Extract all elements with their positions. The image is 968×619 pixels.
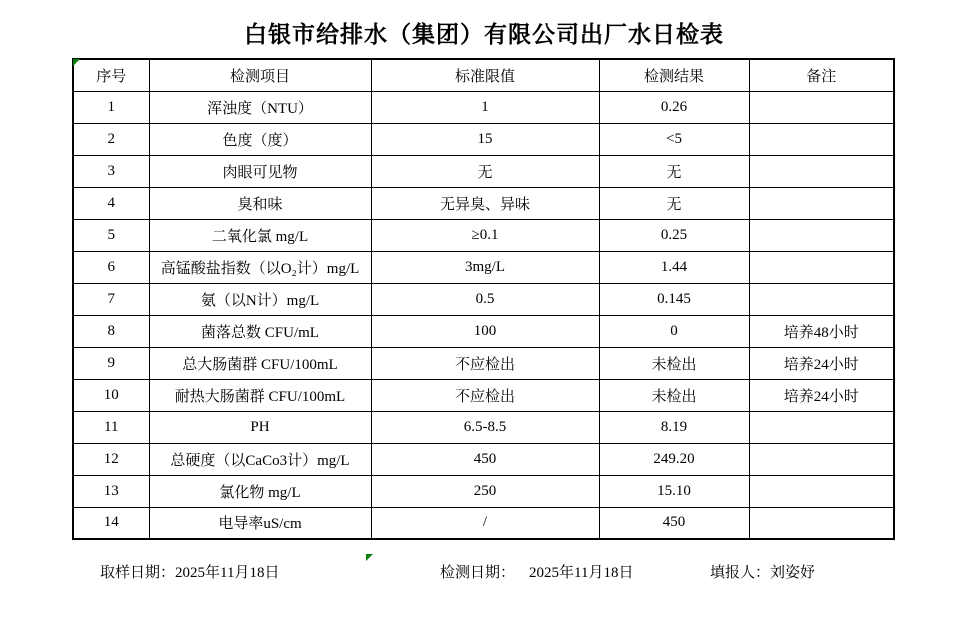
cell-limit: 无 bbox=[371, 155, 599, 187]
header-remark: 备注 bbox=[749, 59, 894, 91]
cell-item: 总大肠菌群 CFU/100mL bbox=[149, 347, 371, 379]
cell-limit: 6.5-8.5 bbox=[371, 411, 599, 443]
table-row bbox=[73, 411, 894, 443]
table-row bbox=[73, 251, 894, 283]
header-item: 检测项目 bbox=[149, 59, 371, 91]
cell-result: 450 bbox=[599, 507, 749, 539]
cell-no: 4 bbox=[73, 187, 149, 219]
cell-item: 总硬度（以CaCo3计）mg/L bbox=[149, 443, 371, 475]
cell-result: 0.145 bbox=[599, 283, 749, 315]
cell-no: 11 bbox=[73, 411, 149, 443]
cell-limit: 15 bbox=[371, 123, 599, 155]
cell-no: 12 bbox=[73, 443, 149, 475]
cell-remark bbox=[749, 155, 894, 187]
table-row bbox=[73, 315, 894, 347]
table-header-row bbox=[73, 59, 894, 91]
page-title: 白银市给排水（集团）有限公司出厂水日检表 bbox=[244, 22, 724, 47]
cell-remark bbox=[749, 411, 894, 443]
cell-result: 无 bbox=[599, 187, 749, 219]
cell-no: 14 bbox=[73, 507, 149, 539]
cell-result: 1.44 bbox=[599, 251, 749, 283]
cell-remark bbox=[749, 251, 894, 283]
cell-item: 氨（以N计）mg/L bbox=[149, 283, 371, 315]
cell-result: 8.19 bbox=[599, 411, 749, 443]
table-row bbox=[73, 187, 894, 219]
cell-item: PH bbox=[149, 411, 371, 443]
cell-limit: ≥0.1 bbox=[371, 219, 599, 251]
cell-result: <5 bbox=[599, 123, 749, 155]
cell-limit: 不应检出 bbox=[371, 347, 599, 379]
cell-limit: 450 bbox=[371, 443, 599, 475]
cell-remark bbox=[749, 187, 894, 219]
cell-remark bbox=[749, 475, 894, 507]
cell-no: 13 bbox=[73, 475, 149, 507]
cell-no: 1 bbox=[73, 91, 149, 123]
table-row bbox=[73, 379, 894, 411]
cell-limit: 无异臭、异味 bbox=[371, 187, 599, 219]
cell-remark: 培养48小时 bbox=[749, 315, 894, 347]
table-row bbox=[73, 283, 894, 315]
reporter-name: 刘姿妤 bbox=[770, 565, 816, 581]
testing-date-value: 2025年11月18日 bbox=[529, 565, 634, 581]
cell-remark bbox=[749, 219, 894, 251]
cell-limit: / bbox=[371, 507, 599, 539]
cell-remark bbox=[749, 443, 894, 475]
header-limit: 标准限值 bbox=[371, 59, 599, 91]
cell-no: 2 bbox=[73, 123, 149, 155]
cell-no: 3 bbox=[73, 155, 149, 187]
cell-result: 15.10 bbox=[599, 475, 749, 507]
cell-no: 8 bbox=[73, 315, 149, 347]
cell-result: 无 bbox=[599, 155, 749, 187]
cell-remark: 培养24小时 bbox=[749, 379, 894, 411]
table-row bbox=[73, 347, 894, 379]
cell-no: 6 bbox=[73, 251, 149, 283]
cell-remark bbox=[749, 123, 894, 155]
cell-item: 氯化物 mg/L bbox=[149, 475, 371, 507]
cell-item: 耐热大肠菌群 CFU/100mL bbox=[149, 379, 371, 411]
sampling-date-label: 取样日期： bbox=[100, 565, 176, 581]
header-result: 检测结果 bbox=[599, 59, 749, 91]
cell-no: 7 bbox=[73, 283, 149, 315]
sampling-date-value: 2025年11月18日 bbox=[175, 565, 280, 581]
cell-result: 249.20 bbox=[599, 443, 749, 475]
cell-no: 5 bbox=[73, 219, 149, 251]
table-row bbox=[73, 219, 894, 251]
cell-limit: 0.5 bbox=[371, 283, 599, 315]
cell-result: 0.25 bbox=[599, 219, 749, 251]
cell-limit: 3mg/L bbox=[371, 251, 599, 283]
inspection-table-body bbox=[73, 91, 894, 539]
cell-item: 二氧化氯 mg/L bbox=[149, 219, 371, 251]
cell-limit: 250 bbox=[371, 475, 599, 507]
testing-date-label: 检测日期： bbox=[440, 565, 516, 581]
cell-result: 未检出 bbox=[599, 347, 749, 379]
cell-item: 电导率uS/cm bbox=[149, 507, 371, 539]
cell-item: 浑浊度（NTU） bbox=[149, 91, 371, 123]
cell-remark: 培养24小时 bbox=[749, 347, 894, 379]
cell-remark bbox=[749, 91, 894, 123]
cell-remark bbox=[749, 507, 894, 539]
cell-no: 10 bbox=[73, 379, 149, 411]
table-row bbox=[73, 507, 894, 539]
cell-result: 未检出 bbox=[599, 379, 749, 411]
table-row bbox=[73, 155, 894, 187]
cell-item: 臭和味 bbox=[149, 187, 371, 219]
cell-item: 菌落总数 CFU/mL bbox=[149, 315, 371, 347]
excel-corner-marker-icon bbox=[366, 554, 373, 561]
header-no: 序号 bbox=[73, 59, 149, 91]
testing-date-line bbox=[440, 561, 633, 582]
cell-limit: 100 bbox=[371, 315, 599, 347]
cell-result: 0.26 bbox=[599, 91, 749, 123]
excel-corner-marker-icon bbox=[73, 59, 80, 66]
cell-result: 0 bbox=[599, 315, 749, 347]
cell-limit: 不应检出 bbox=[371, 379, 599, 411]
footer bbox=[0, 561, 968, 583]
table-row bbox=[73, 123, 894, 155]
cell-remark bbox=[749, 283, 894, 315]
table-row bbox=[73, 91, 894, 123]
inspection-table bbox=[72, 58, 895, 540]
cell-item: 肉眼可见物 bbox=[149, 155, 371, 187]
sampling-date-line bbox=[100, 561, 279, 582]
cell-item: 高锰酸盐指数（以O₂计）mg/L bbox=[149, 251, 371, 283]
cell-item: 色度（度） bbox=[149, 123, 371, 155]
cell-no: 9 bbox=[73, 347, 149, 379]
table-row bbox=[73, 443, 894, 475]
reporter-line bbox=[710, 561, 815, 582]
reporter-label: 填报人： bbox=[710, 565, 771, 581]
cell-limit: 1 bbox=[371, 91, 599, 123]
table-row bbox=[73, 475, 894, 507]
